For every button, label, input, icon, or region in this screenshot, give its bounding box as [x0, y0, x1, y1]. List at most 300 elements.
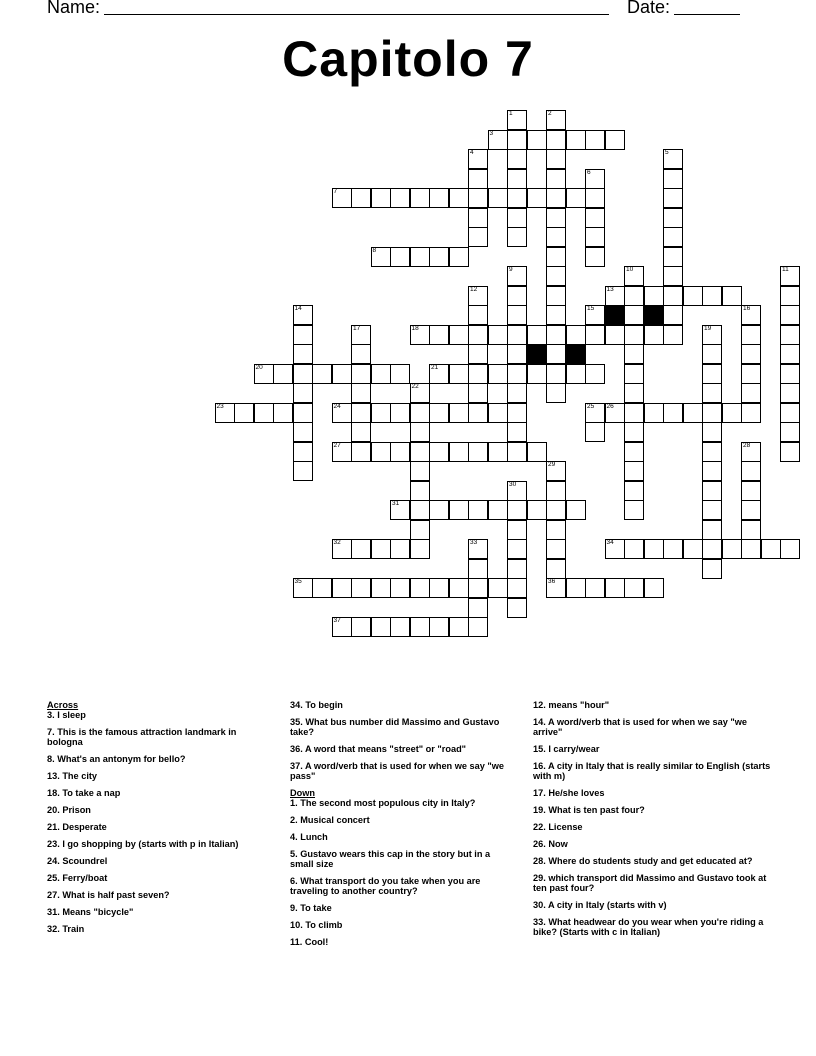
grid-cell[interactable] — [468, 169, 488, 189]
grid-cell[interactable] — [449, 403, 469, 423]
grid-cell[interactable] — [507, 110, 527, 130]
grid-cell[interactable] — [429, 403, 449, 423]
grid-cell[interactable] — [546, 559, 566, 579]
grid-cell[interactable] — [702, 559, 722, 579]
grid-cell[interactable] — [429, 578, 449, 598]
grid-cell[interactable] — [780, 422, 800, 442]
grid-cell[interactable] — [566, 364, 586, 384]
grid-cell[interactable] — [507, 208, 527, 228]
grid-cell[interactable] — [410, 325, 430, 345]
grid-cell[interactable] — [741, 520, 761, 540]
grid-cell[interactable] — [410, 188, 430, 208]
grid-cell[interactable] — [351, 403, 371, 423]
grid-cell[interactable] — [702, 403, 722, 423]
grid-cell[interactable] — [488, 364, 508, 384]
grid-cell[interactable] — [741, 481, 761, 501]
grid-cell[interactable] — [507, 227, 527, 247]
grid-cell[interactable] — [293, 325, 313, 345]
grid-cell[interactable] — [624, 481, 644, 501]
grid-cell[interactable] — [215, 403, 235, 423]
grid-cell[interactable] — [780, 266, 800, 286]
grid-cell[interactable] — [780, 539, 800, 559]
grid-cell[interactable] — [546, 578, 566, 598]
grid-cell[interactable] — [663, 188, 683, 208]
grid-cell[interactable] — [663, 539, 683, 559]
grid-cell[interactable] — [468, 500, 488, 520]
grid-cell[interactable] — [507, 578, 527, 598]
grid-cell[interactable] — [468, 617, 488, 637]
grid-cell[interactable] — [468, 383, 488, 403]
grid-cell[interactable] — [507, 559, 527, 579]
grid-cell[interactable] — [546, 461, 566, 481]
grid-cell[interactable] — [546, 539, 566, 559]
grid-cell[interactable] — [624, 422, 644, 442]
grid-cell[interactable] — [410, 539, 430, 559]
grid-cell[interactable] — [351, 344, 371, 364]
grid-cell[interactable] — [468, 442, 488, 462]
grid-cell[interactable] — [449, 442, 469, 462]
grid-cell[interactable] — [371, 188, 391, 208]
grid-cell[interactable] — [741, 461, 761, 481]
grid-cell[interactable] — [741, 403, 761, 423]
grid-cell[interactable] — [702, 520, 722, 540]
grid-cell[interactable] — [683, 403, 703, 423]
grid-cell[interactable] — [663, 305, 683, 325]
grid-cell[interactable] — [546, 227, 566, 247]
grid-cell[interactable] — [293, 403, 313, 423]
grid-cell[interactable] — [390, 617, 410, 637]
grid-cell[interactable] — [624, 266, 644, 286]
grid-cell[interactable] — [585, 247, 605, 267]
grid-cell[interactable] — [507, 325, 527, 345]
grid-cell[interactable] — [410, 383, 430, 403]
grid-cell[interactable] — [293, 442, 313, 462]
grid-cell[interactable] — [507, 344, 527, 364]
grid-cell[interactable] — [527, 325, 547, 345]
grid-cell[interactable] — [293, 461, 313, 481]
grid-cell[interactable] — [546, 305, 566, 325]
grid-cell[interactable] — [507, 520, 527, 540]
grid-cell[interactable] — [663, 169, 683, 189]
grid-cell[interactable] — [605, 403, 625, 423]
grid-cell[interactable] — [722, 539, 742, 559]
clue-item: 28. Where do students study and get educated at? — [533, 856, 753, 866]
grid-cell[interactable] — [312, 578, 332, 598]
grid-cell[interactable] — [468, 305, 488, 325]
grid-cell[interactable] — [449, 364, 469, 384]
grid-cell[interactable] — [546, 364, 566, 384]
grid-cell[interactable] — [351, 578, 371, 598]
grid-cell[interactable] — [702, 461, 722, 481]
grid-cell[interactable] — [390, 247, 410, 267]
grid-cell[interactable] — [702, 325, 722, 345]
grid-cell[interactable] — [332, 188, 352, 208]
grid-cell[interactable] — [663, 247, 683, 267]
across-clue-list-continued — [290, 700, 515, 781]
grid-cell[interactable] — [449, 188, 469, 208]
grid-cell[interactable] — [351, 422, 371, 442]
grid-cell[interactable] — [741, 305, 761, 325]
grid-cell[interactable] — [624, 286, 644, 306]
grid-cell[interactable] — [332, 403, 352, 423]
grid-cell[interactable] — [546, 266, 566, 286]
grid-cell[interactable] — [741, 383, 761, 403]
grid-cell[interactable] — [527, 442, 547, 462]
grid-cell[interactable] — [527, 130, 547, 150]
grid-cell[interactable] — [585, 578, 605, 598]
grid-cell[interactable] — [410, 520, 430, 540]
grid-cell[interactable] — [761, 539, 781, 559]
grid-cell[interactable] — [624, 539, 644, 559]
grid-cell[interactable] — [449, 617, 469, 637]
clues-column-2 — [290, 700, 515, 954]
clue-item: 22. License — [533, 822, 583, 832]
grid-cell[interactable] — [546, 344, 566, 364]
grid-cell[interactable] — [605, 325, 625, 345]
grid-cell[interactable] — [332, 442, 352, 462]
grid-cell[interactable] — [390, 500, 410, 520]
grid-cell[interactable] — [566, 325, 586, 345]
grid-cell[interactable] — [546, 149, 566, 169]
grid-cell[interactable] — [624, 383, 644, 403]
grid-cell[interactable] — [429, 188, 449, 208]
grid-cell[interactable] — [488, 578, 508, 598]
clue-number: 10 — [626, 266, 634, 273]
grid-cell[interactable] — [507, 481, 527, 501]
grid-cell[interactable] — [624, 325, 644, 345]
grid-cell[interactable] — [332, 578, 352, 598]
grid-cell[interactable] — [605, 130, 625, 150]
clue-number: 27 — [333, 441, 341, 449]
grid-cell[interactable] — [293, 344, 313, 364]
grid-cell[interactable] — [546, 481, 566, 501]
grid-cell[interactable] — [663, 266, 683, 286]
page-title: Capitolo 7 — [282, 31, 534, 87]
grid-cell[interactable] — [546, 325, 566, 345]
grid-cell[interactable] — [507, 598, 527, 618]
grid-cell[interactable] — [663, 403, 683, 423]
grid-cell[interactable] — [741, 364, 761, 384]
grid-cell[interactable] — [585, 422, 605, 442]
clue-number: 25 — [587, 402, 595, 410]
grid-cell[interactable] — [332, 364, 352, 384]
grid-cell[interactable] — [351, 325, 371, 345]
grid-cell[interactable] — [507, 539, 527, 559]
grid-cell[interactable] — [683, 539, 703, 559]
grid-cell[interactable] — [624, 364, 644, 384]
grid-cell[interactable] — [273, 364, 293, 384]
grid-cell[interactable] — [468, 403, 488, 423]
grid-cell[interactable] — [585, 227, 605, 247]
grid-cell[interactable] — [546, 130, 566, 150]
grid-cell[interactable] — [468, 286, 488, 306]
grid-cell[interactable] — [644, 325, 664, 345]
grid-cell[interactable] — [527, 500, 547, 520]
grid-cell[interactable] — [234, 403, 254, 423]
grid-cell[interactable] — [507, 130, 527, 150]
grid-cell[interactable] — [488, 403, 508, 423]
grid-cell[interactable] — [488, 325, 508, 345]
grid-cell[interactable] — [624, 578, 644, 598]
grid-cell[interactable] — [371, 442, 391, 462]
grid-cell[interactable] — [507, 383, 527, 403]
grid-cell[interactable] — [507, 188, 527, 208]
grid-cell[interactable] — [488, 188, 508, 208]
grid-cell[interactable] — [507, 422, 527, 442]
grid-cell[interactable] — [546, 383, 566, 403]
grid-cell[interactable] — [741, 539, 761, 559]
grid-cell[interactable] — [644, 403, 664, 423]
grid-cell[interactable] — [644, 286, 664, 306]
clue-item: 2. Musical concert — [290, 815, 370, 825]
grid-cell[interactable] — [702, 422, 722, 442]
black-square — [527, 344, 547, 364]
grid-cell[interactable] — [351, 539, 371, 559]
grid-cell[interactable] — [507, 364, 527, 384]
grid-cell[interactable] — [449, 325, 469, 345]
clue-number: 6 — [587, 168, 591, 176]
grid-cell[interactable] — [624, 344, 644, 364]
grid-cell[interactable] — [741, 500, 761, 520]
grid-cell[interactable] — [585, 403, 605, 423]
grid-cell[interactable] — [644, 578, 664, 598]
grid-cell[interactable] — [332, 617, 352, 637]
grid-cell[interactable] — [507, 286, 527, 306]
grid-cell[interactable] — [351, 188, 371, 208]
grid-cell[interactable] — [683, 286, 703, 306]
clue-number: 33 — [470, 539, 478, 546]
grid-cell[interactable] — [780, 383, 800, 403]
clue-number: 12 — [470, 285, 478, 293]
clue-number: 17 — [353, 324, 361, 332]
grid-cell[interactable] — [546, 500, 566, 520]
grid-cell[interactable] — [390, 403, 410, 423]
grid-cell[interactable] — [507, 149, 527, 169]
grid-cell[interactable] — [780, 364, 800, 384]
clue-item: 1. The second most populous city in Italy? — [290, 798, 476, 808]
grid-cell[interactable] — [546, 520, 566, 540]
grid-cell[interactable] — [722, 403, 742, 423]
clue-item: 14. A word/verb that is used for when we say "we arrive" — [533, 717, 748, 737]
grid-cell[interactable] — [254, 364, 274, 384]
grid-cell[interactable] — [468, 364, 488, 384]
grid-cell[interactable] — [507, 169, 527, 189]
grid-cell[interactable] — [468, 559, 488, 579]
grid-cell[interactable] — [663, 208, 683, 228]
grid-cell[interactable] — [585, 325, 605, 345]
grid-cell[interactable] — [663, 227, 683, 247]
grid-cell[interactable] — [605, 578, 625, 598]
grid-cell[interactable] — [390, 539, 410, 559]
grid-cell[interactable] — [780, 286, 800, 306]
grid-cell[interactable] — [585, 364, 605, 384]
grid-cell[interactable] — [429, 442, 449, 462]
grid-cell[interactable] — [468, 227, 488, 247]
grid-cell[interactable] — [410, 247, 430, 267]
grid-cell[interactable] — [371, 247, 391, 267]
grid-cell[interactable] — [390, 188, 410, 208]
grid-cell[interactable] — [293, 578, 313, 598]
grid-cell[interactable] — [468, 149, 488, 169]
grid-cell[interactable] — [293, 422, 313, 442]
grid-cell[interactable] — [702, 481, 722, 501]
grid-cell[interactable] — [585, 188, 605, 208]
grid-cell[interactable] — [741, 325, 761, 345]
grid-cell[interactable] — [410, 500, 430, 520]
grid-cell[interactable] — [390, 442, 410, 462]
clue-item: 18. To take a nap — [47, 788, 121, 798]
grid-cell[interactable] — [410, 442, 430, 462]
grid-cell[interactable] — [546, 188, 566, 208]
grid-cell[interactable] — [546, 110, 566, 130]
grid-cell[interactable] — [488, 442, 508, 462]
grid-cell[interactable] — [546, 247, 566, 267]
grid-cell[interactable] — [702, 364, 722, 384]
grid-cell[interactable] — [566, 188, 586, 208]
grid-cell[interactable] — [390, 578, 410, 598]
grid-cell[interactable] — [527, 188, 547, 208]
grid-cell[interactable] — [507, 266, 527, 286]
clue-item: 7. This is the famous attraction landmark in bologna — [47, 727, 237, 747]
grid-cell[interactable] — [351, 442, 371, 462]
grid-cell[interactable] — [702, 442, 722, 462]
grid-cell[interactable] — [702, 344, 722, 364]
grid-cell[interactable] — [293, 364, 313, 384]
across-heading: Across — [47, 700, 79, 710]
grid-cell[interactable] — [429, 617, 449, 637]
grid-cell[interactable] — [468, 539, 488, 559]
clue-number: 29 — [548, 461, 556, 468]
grid-cell[interactable] — [702, 500, 722, 520]
grid-cell[interactable] — [293, 305, 313, 325]
grid-cell[interactable] — [351, 383, 371, 403]
grid-cell[interactable] — [605, 286, 625, 306]
grid-cell[interactable] — [468, 188, 488, 208]
grid-cell[interactable] — [429, 364, 449, 384]
grid-cell[interactable] — [429, 500, 449, 520]
grid-cell[interactable] — [488, 500, 508, 520]
grid-cell[interactable] — [702, 286, 722, 306]
grid-cell[interactable] — [507, 305, 527, 325]
grid-cell[interactable] — [468, 598, 488, 618]
grid-cell[interactable] — [449, 500, 469, 520]
grid-cell[interactable] — [332, 539, 352, 559]
clue-item: 24. Scoundrel — [47, 856, 108, 866]
grid-cell[interactable] — [585, 169, 605, 189]
grid-cell[interactable] — [527, 364, 547, 384]
grid-cell[interactable] — [624, 305, 644, 325]
clue-number: 26 — [606, 402, 614, 410]
grid-cell[interactable] — [624, 461, 644, 481]
clue-item: 6. What transport do you take when you are traveling to another country? — [290, 876, 481, 896]
grid-cell[interactable] — [371, 617, 391, 637]
grid-cell[interactable] — [468, 325, 488, 345]
grid-cell[interactable] — [371, 364, 391, 384]
grid-cell[interactable] — [585, 305, 605, 325]
grid-cell[interactable] — [546, 286, 566, 306]
grid-cell[interactable] — [488, 130, 508, 150]
down-heading: Down — [290, 788, 316, 798]
grid-cell[interactable] — [429, 247, 449, 267]
grid-cell[interactable] — [410, 461, 430, 481]
grid-cell[interactable] — [546, 208, 566, 228]
grid-cell[interactable] — [546, 169, 566, 189]
grid-cell[interactable] — [566, 130, 586, 150]
grid-cell[interactable] — [605, 539, 625, 559]
grid-cell[interactable] — [293, 383, 313, 403]
clue-item: 37. A word/verb that is used for when we say "we pass" — [290, 761, 505, 781]
grid-cell[interactable] — [468, 344, 488, 364]
clue-item: 36. A word that means "street" or "road" — [290, 744, 467, 754]
grid-cell[interactable] — [312, 364, 332, 384]
grid-cell[interactable] — [410, 403, 430, 423]
grid-cell[interactable] — [624, 403, 644, 423]
grid-cell[interactable] — [351, 364, 371, 384]
grid-cell[interactable] — [663, 149, 683, 169]
grid-cell[interactable] — [507, 500, 527, 520]
grid-cell[interactable] — [702, 539, 722, 559]
grid-cell[interactable] — [371, 578, 391, 598]
grid-cell[interactable] — [390, 364, 410, 384]
grid-cell[interactable] — [585, 130, 605, 150]
clue-item: 16. A city in Italy that is really similar to English (starts with m) — [533, 761, 771, 781]
clue-number: 18 — [411, 324, 419, 332]
grid-cell[interactable] — [780, 325, 800, 345]
grid-cell[interactable] — [663, 325, 683, 345]
grid-cell[interactable] — [722, 286, 742, 306]
grid-cell[interactable] — [780, 442, 800, 462]
grid-cell[interactable] — [507, 403, 527, 423]
grid-cell[interactable] — [663, 286, 683, 306]
grid-cell[interactable] — [468, 578, 488, 598]
grid-cell[interactable] — [410, 422, 430, 442]
grid-cell[interactable] — [780, 305, 800, 325]
black-square — [605, 305, 625, 325]
grid-cell[interactable] — [410, 617, 430, 637]
grid-cell[interactable] — [585, 208, 605, 228]
clue-item: 31. Means "bicycle" — [47, 907, 134, 917]
clue-number: 36 — [548, 578, 556, 585]
grid-cell[interactable] — [644, 539, 664, 559]
grid-cell[interactable] — [702, 383, 722, 403]
grid-cell[interactable] — [780, 403, 800, 423]
grid-cell[interactable] — [429, 325, 449, 345]
grid-cell[interactable] — [507, 442, 527, 462]
grid-cell[interactable] — [449, 578, 469, 598]
grid-cell[interactable] — [410, 578, 430, 598]
grid-cell[interactable] — [741, 344, 761, 364]
clue-item: 26. Now — [533, 839, 568, 849]
grid-cell[interactable] — [410, 481, 430, 501]
grid-cell[interactable] — [624, 500, 644, 520]
clue-item: 25. Ferry/boat — [47, 873, 108, 883]
clue-number: 8 — [372, 246, 377, 254]
grid-cell[interactable] — [566, 500, 586, 520]
grid-cell[interactable] — [468, 208, 488, 228]
grid-cell[interactable] — [449, 247, 469, 267]
grid-cell[interactable] — [254, 403, 274, 423]
grid-cell[interactable] — [351, 617, 371, 637]
grid-cell[interactable] — [741, 442, 761, 462]
clue-number: 16 — [743, 305, 751, 312]
grid-cell[interactable] — [371, 539, 391, 559]
grid-cell[interactable] — [780, 344, 800, 364]
grid-cell[interactable] — [273, 403, 293, 423]
grid-cell[interactable] — [624, 442, 644, 462]
grid-cell[interactable] — [371, 403, 391, 423]
clue-number: 1 — [509, 110, 513, 117]
grid-cell[interactable] — [566, 578, 586, 598]
